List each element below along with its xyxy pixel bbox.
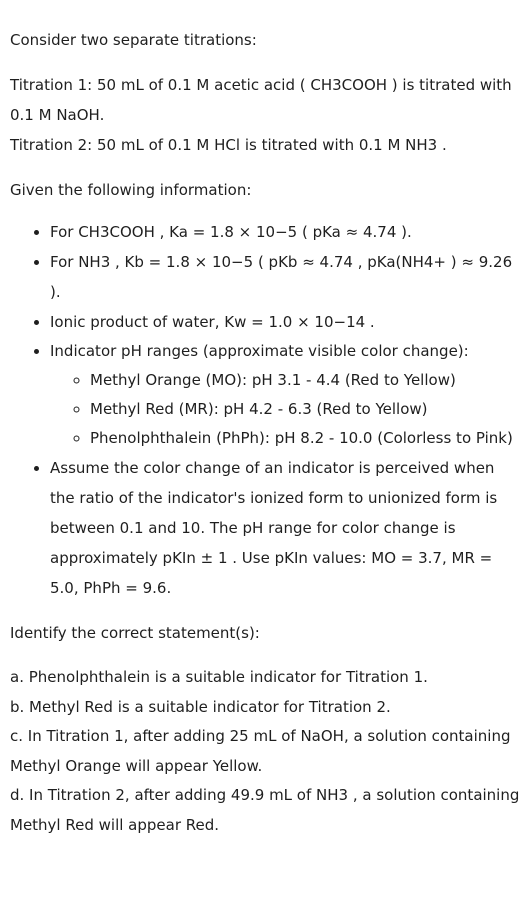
option-d: d. In Titration 2, after adding 49.9 mL of NH3 , a solution containing Methyl Red will appear Red. <box>10 786 520 834</box>
given-heading: Given the following information: <box>10 181 252 199</box>
indicator-methyl-orange: ◦ Methyl Orange (MO): pH 3.1 - 4.4 (Red to Yellow) <box>90 366 522 395</box>
indicator-methyl-red: ◦ Methyl Red (MR): pH 4.2 - 6.3 (Red to Yellow) <box>90 395 522 424</box>
titration-1-text: Titration 1: 50 mL of 0.1 M acetic acid ( CH3COOH ) is titrated with 0.1 M NaOH. <box>10 76 512 124</box>
indicator-phenolphthalein: ◦ Phenolphthalein (PhPh): pH 8.2 - 10.0 (Colorless to Pink) <box>90 424 522 453</box>
info-ammonia: • For NH3 , Kb = 1.8 × 10−5 ( pKb ≈ 4.74 , pKa(NH4+ ) ≈ 9.26 ). <box>50 247 522 307</box>
info-indicators <box>50 337 522 453</box>
intro-text: Consider two separate titrations: <box>10 31 257 49</box>
option-a: a. Phenolphthalein is a suitable indicator for Titration 1. <box>10 668 428 686</box>
info-acetic: • For CH3COOH , Ka = 1.8 × 10−5 ( pKa ≈ 4.74 ). <box>50 217 522 247</box>
option-b: b. Methyl Red is a suitable indicator for Titration 2. <box>10 697 391 716</box>
indicator-heading: Indicator pH ranges (approximate visible color change): <box>50 342 469 360</box>
option-c: c. In Titration 1, after adding 25 mL of NaOH, a solution containing Methyl Orange will appear Yellow. <box>10 727 511 775</box>
info-water: • Ionic product of water, Kw = 1.0 × 10−14 . <box>50 307 522 337</box>
indicator-list <box>50 366 522 453</box>
info-assumption: • Assume the color change of an indicator is perceived when the ratio of the indicator's ionized form to unionized form is between 0.1 and 10. The pH range for color change is approximately pKIn ± 1 . Use pKIn values: MO = 3.7, MR = 5.0, PhPh = 9.6. <box>50 453 522 603</box>
titration-2-text: Titration 2: 50 mL of 0.1 M HCl is titrated with 0.1 M NH3 . <box>10 136 447 154</box>
info-list <box>10 217 522 603</box>
titrations-block <box>10 70 522 160</box>
question-text: Identify the correct statement(s): <box>10 624 260 642</box>
options-list <box>10 663 522 840</box>
